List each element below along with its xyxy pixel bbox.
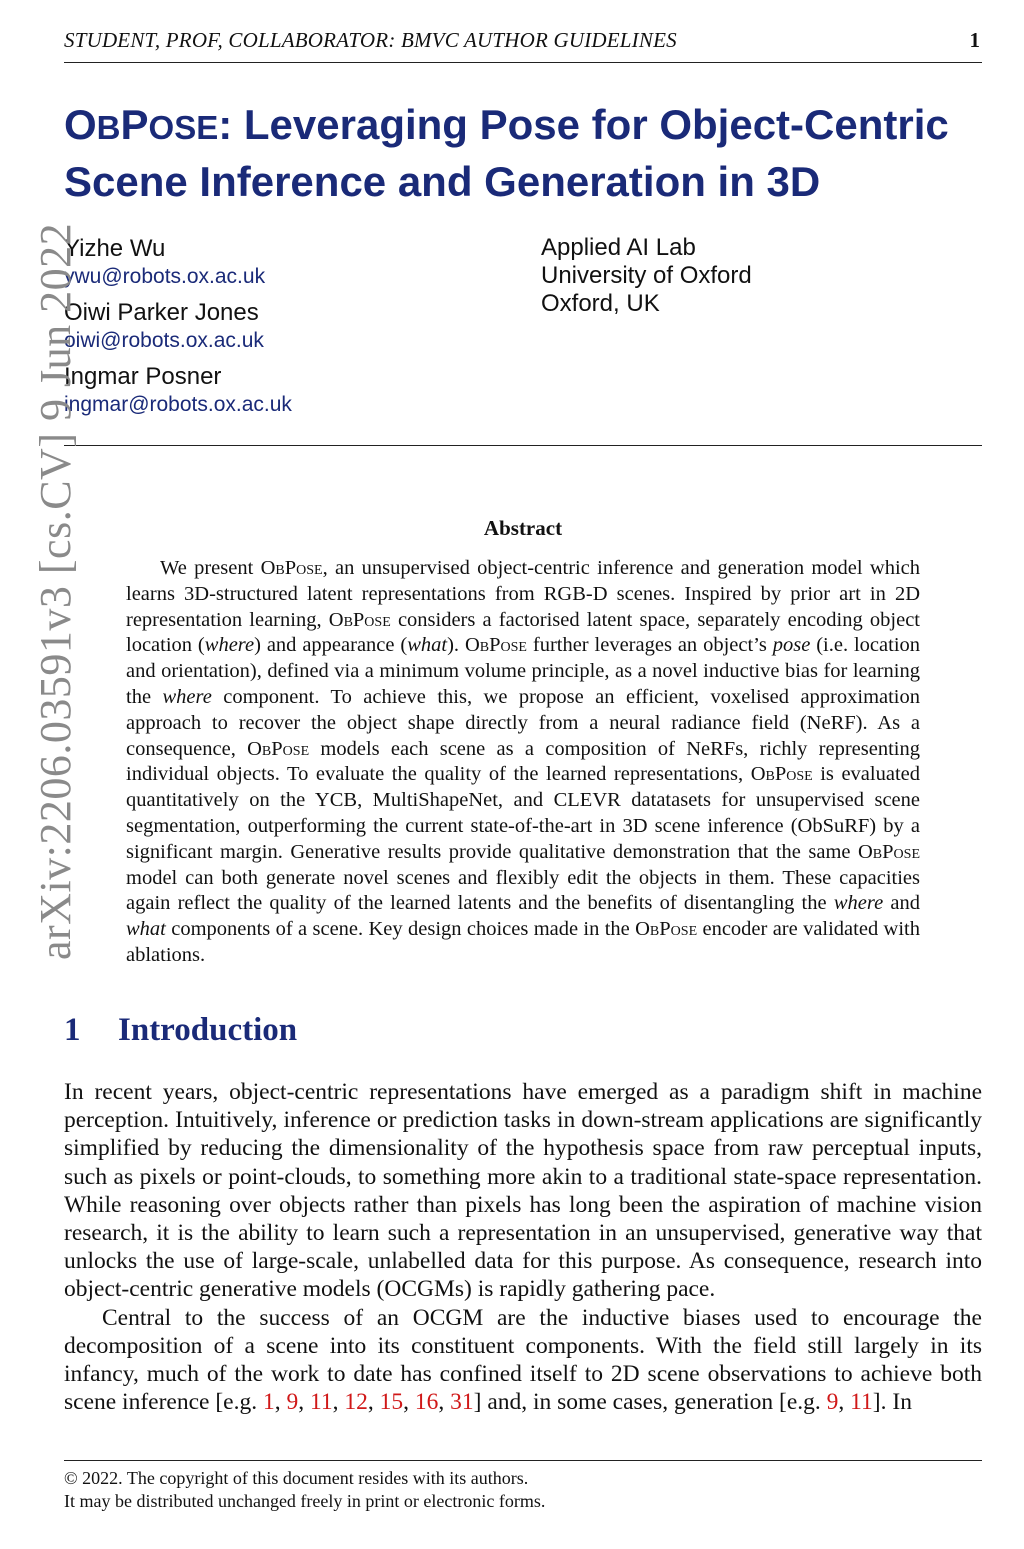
copyright-line: It may be distributed unchanged freely in print or electronic forms.	[64, 1491, 546, 1511]
paragraph: In recent years, object-centric representations have emerged as a paradigm shift in machine perception. Intuitively, inference or prediction tasks in down-stream applications are significantly simplified by reducing the dimensionality of the hypothesis space from raw perceptual inputs, such as pixels or point-clouds, to something more akin to a traditional state-space representation. While reasoning over objects rather than pixels has long been the aspiration of machine vision research, it is the ability to learn such a representation in an unsupervised, generative way that unlocks the use of large-scale, unlabelled data for this purpose. As consequence, research into object-centric generative models (OCGMs) is rapidly gathering pace.	[64, 1079, 982, 1303]
title-o: O	[64, 101, 97, 148]
running-header	[64, 26, 982, 63]
author-name: Oiwi Parker Jones	[64, 299, 259, 326]
title-line2: Scene Inference and Generation in 3D	[64, 158, 821, 205]
citation-link[interactable]: 15	[379, 1389, 404, 1416]
copyright-line: © 2022. The copyright of this document resides with its authors.	[64, 1468, 529, 1488]
affiliation-line: Oxford, UK	[541, 290, 660, 317]
author	[64, 362, 524, 418]
section-title: Introduction	[118, 1012, 298, 1048]
abstract-heading: Abstract	[483, 516, 563, 540]
affiliation	[541, 234, 752, 318]
citation-link[interactable]: 9	[826, 1389, 839, 1416]
section-number: 1	[64, 1012, 81, 1048]
paragraph: Central to the success of an OCGM are the inductive biases used to encourage the decomposition of a scene into its constituent components. With the field still largely in its infancy, much of the work to date has confined itself to 2D scene observations to achieve both scene inference [e.g. 1, 9, 11, 12, 15, 16, 31] and, in some cases, generation [e.g. 9, 11]. In	[64, 1304, 982, 1416]
page-number: 1	[969, 28, 980, 52]
introduction-body	[64, 1078, 982, 1416]
author	[64, 298, 524, 354]
abstract-body: We present ObPose, an unsupervised object-centric inference and generation model which learns 3D-structured latent representations from RGB-D scenes. Inspired by prior art in 2D representation learning, ObPose considers a factorised latent space, separately encoding object location (where) and appearance (what). ObPose further leverages an object’s pose (i.e. location and orientation), defined via a minimum volume principle, as a novel inductive bias for learning the where component. To achieve this, we propose an efficient, voxelised approximation approach to recover the object shape directly from a neural radiance field (NeRF). As a consequence, ObPose models each scene as a composition of NeRFs, richly representing individual objects. To evaluate the quality of the learned representations, ObPose is evaluated quantitatively on the YCB, MultiShapeNet, and CLEVR datatasets for unsupervised scene segmentation, outperforming the current state-of-the-art in 3D scene inference (ObSuRF) by a significant margin. Generative results provide qualitative demonstration that the same ObPose model can both generate novel scenes and flexibly edit the objects in them. These capacities again reflect the quality of the learned latents and the benefits of disentangling the where and what components of a scene. Key design choices made in the ObPose encoder are validated with ablations.	[126, 557, 921, 966]
footnote-divider	[64, 1460, 982, 1461]
citation-link[interactable]: 9	[286, 1389, 299, 1416]
citation-link[interactable]: 31	[450, 1389, 474, 1416]
title-p: P	[120, 101, 149, 148]
title-line1-rest: : Leveraging Pose for Object-Centric	[218, 101, 949, 148]
affiliation-line: University of Oxford	[541, 262, 752, 289]
copyright-footnote	[64, 1467, 545, 1513]
author-email[interactable]: ywu@robots.ox.ac.uk	[64, 265, 266, 288]
section-heading	[64, 1012, 297, 1049]
citation-link[interactable]: 11	[309, 1389, 333, 1416]
author-name: Ingmar Posner	[64, 363, 222, 390]
title-b: B	[96, 109, 121, 146]
author-name: Yizhe Wu	[64, 235, 166, 262]
divider	[64, 445, 982, 446]
citation-link[interactable]: 12	[344, 1389, 368, 1416]
paper-title	[64, 98, 994, 209]
author	[64, 234, 524, 290]
running-title: STUDENT, PROF, COLLABORATOR: BMVC AUTHOR GUIDELINES	[64, 28, 677, 52]
author-list	[64, 234, 524, 426]
citation-link[interactable]: 11	[850, 1389, 873, 1416]
citation-link[interactable]: 1	[262, 1389, 275, 1416]
author-email[interactable]: oiwi@robots.ox.ac.uk	[64, 329, 264, 352]
arxiv-stamp: arXiv:2206.03591v3 [cs.CV] 9 Jun 2022	[31, 222, 80, 960]
citation-link[interactable]: 16	[414, 1389, 439, 1416]
author-email[interactable]: ingmar@robots.ox.ac.uk	[64, 393, 292, 416]
affiliation-line: Applied AI Lab	[541, 234, 696, 261]
title-ose: OSE	[148, 109, 219, 146]
